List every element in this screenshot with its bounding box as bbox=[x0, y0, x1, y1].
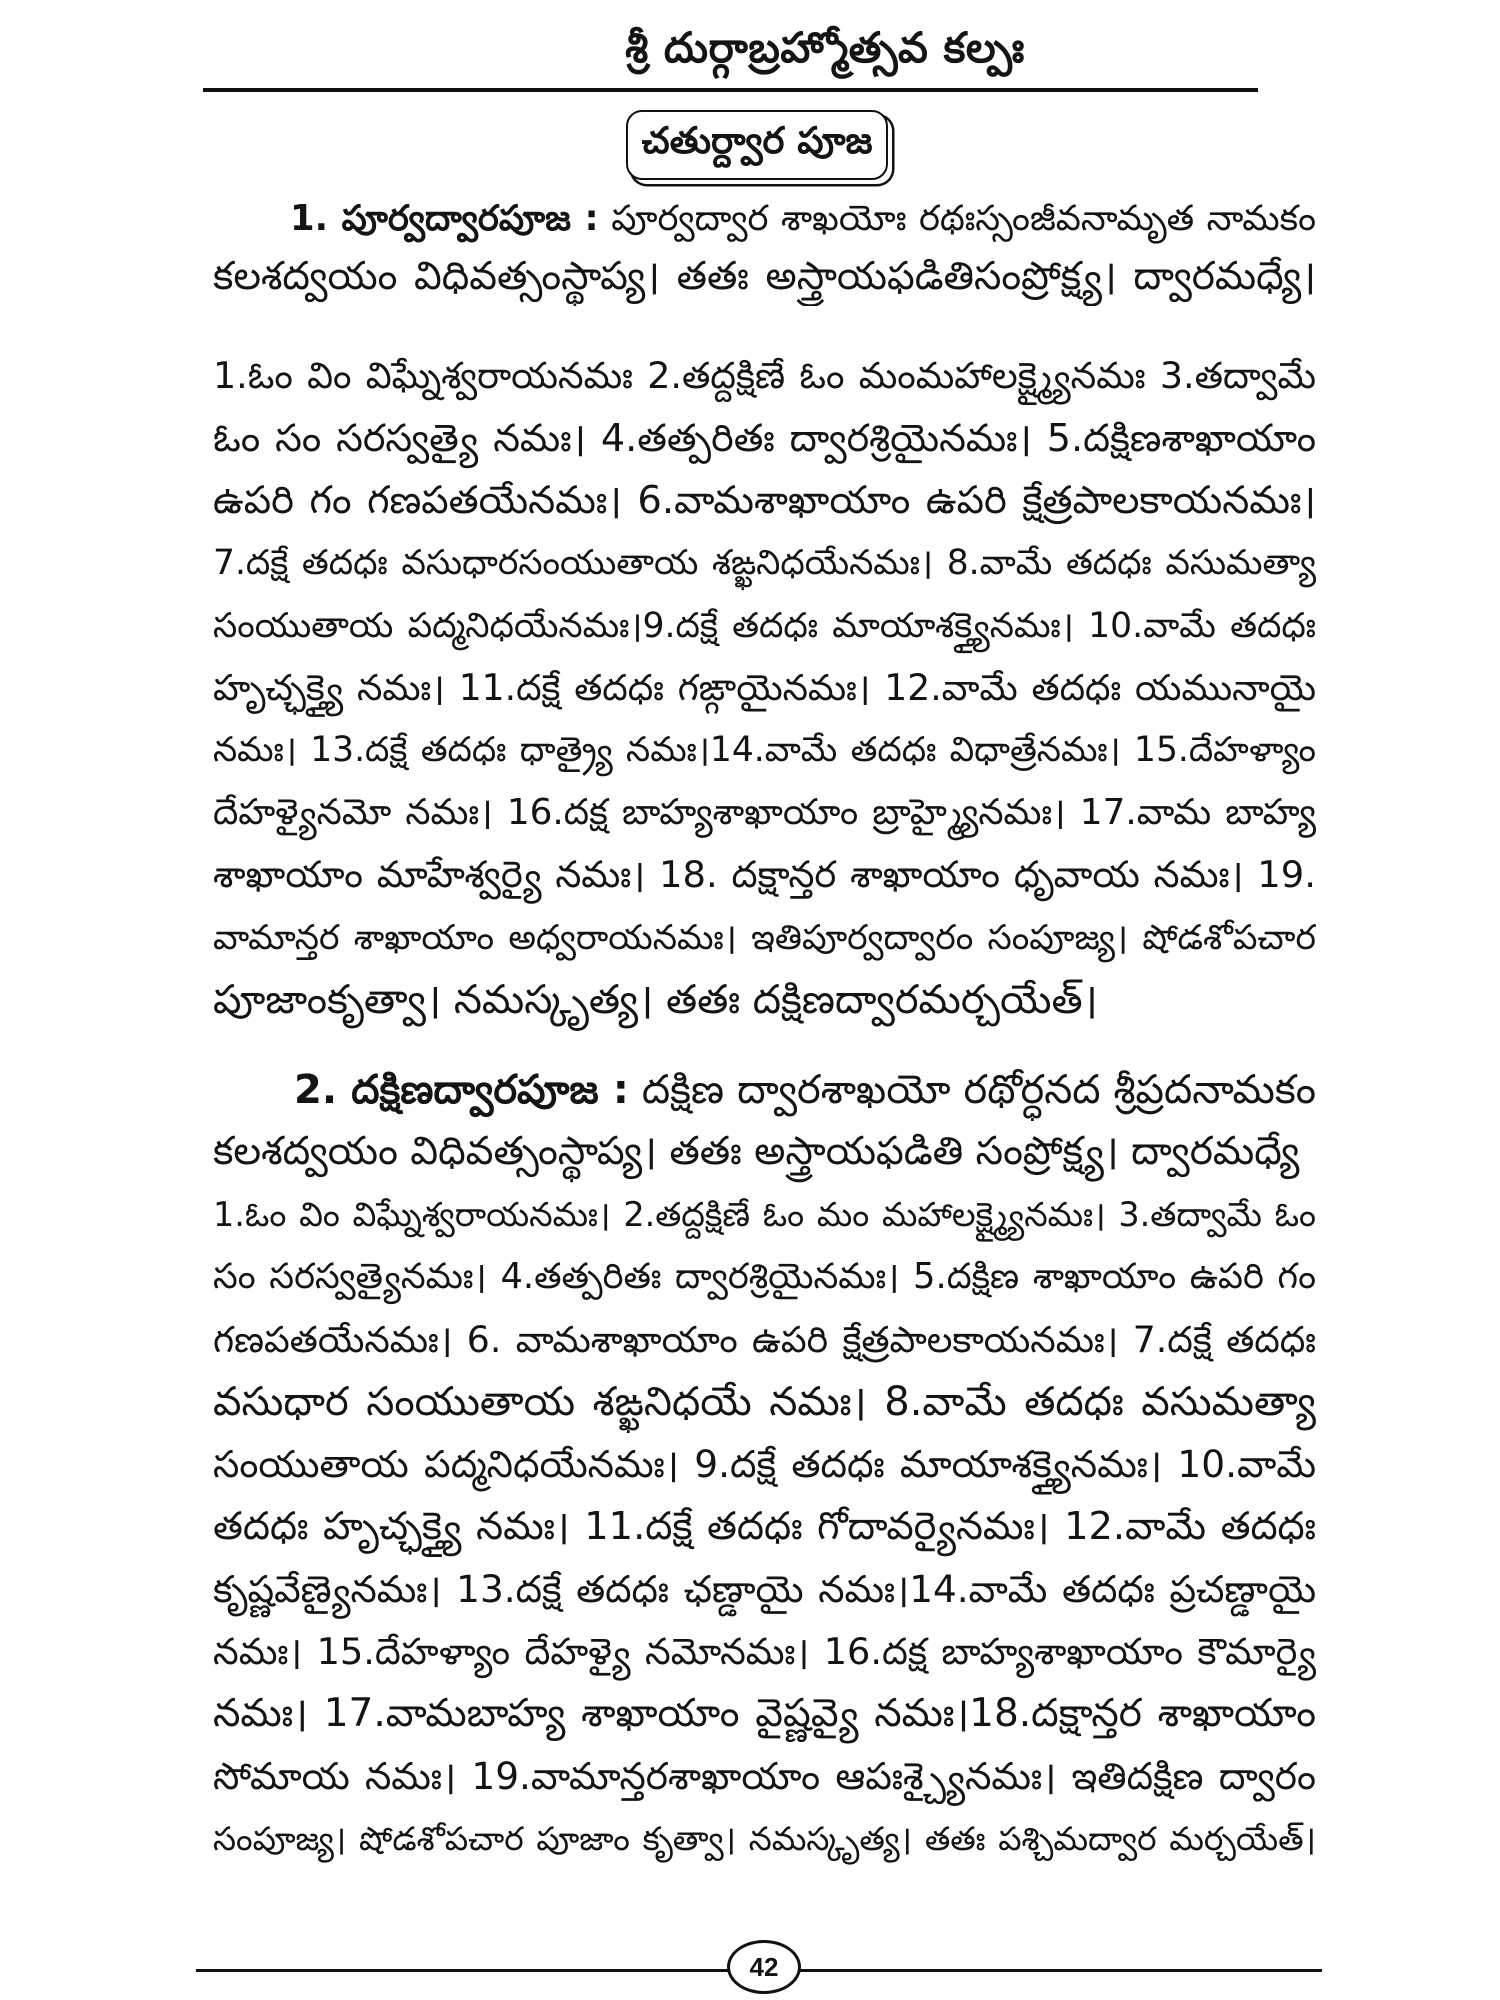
east-door-intro-line: కలశద్వయం విధివత్సంస్థాప్య। తతః అస్త్రాయఫడితిసంప్రోక్ష్య। ద్వారమధ్యే। bbox=[213, 254, 1316, 299]
south-door-heading: 2. దక్షిణద్వారపూజ : bbox=[294, 1067, 629, 1113]
east-door-mantra-line: 7.దక్షే తదధః వసుధారసంయుతాయ శఙ్ఖనిధయేనమః। 8.వామే తదధః వసుమత్యా bbox=[213, 543, 1316, 584]
south-door-line: వసుధార సంయుతాయ శఙ్ఖనిధయే నమః। 8.వామే తదధః వసుమత్యా bbox=[213, 1378, 1316, 1425]
south-door-section bbox=[213, 1059, 1316, 1870]
east-door-mantra-line: నమః। 13.దక్షే తదధః ధాత్ర్యై నమః।14.వామే తదధః విధాత్రేనమః। 15.దేహళ్యాం bbox=[213, 730, 1316, 771]
top-rule bbox=[203, 88, 1258, 92]
east-door-mantra-line: వామాన్తర శాఖాయాం అధ్వరాయనమః। ఇతిపూర్వద్వారం సంపూజ్య। షోడశోపచార bbox=[213, 917, 1316, 958]
east-door-mantra-line: 1.ఓం విం విఘ్నేశ్వరాయనమః 2.తద్దక్షిణే ఓం మంమహాలక్ష్మ్యైనమః 3.తద్వామే bbox=[213, 354, 1316, 397]
east-door-mantra-line: శాఖాయాం మాహేశ్వర్యై నమః। 18. దక్షాన్తర శాఖాయాం ధృవాయ నమః। 19. bbox=[213, 853, 1316, 897]
east-door-heading: 1. పూర్వద్వారపూజ : bbox=[290, 198, 599, 239]
east-door-mantra-line: దేహళ్యైనమో నమః। 16.దక్ష బాహ్యశాఖాయాం బ్రాహ్మ్యైనమః। 17.వామ బాహ్య bbox=[213, 791, 1316, 833]
south-door-line bbox=[213, 1059, 1316, 1121]
east-door-intro-line bbox=[213, 190, 1316, 248]
east-door-mantra-line: హృచ్ఛక్త్యై నమః। 11.దక్షే తదధః గఙ్గాయైనమః। 12.వామే తదధః యమునాయై bbox=[213, 666, 1316, 709]
east-door-intro bbox=[213, 190, 1316, 306]
south-door-line: సంపూజ్య। షోడశోపచార పూజాం కృత్వా। నమస్కృత్య। తతః పశ్చిమద్వార మర్చయేత్। bbox=[213, 1819, 1316, 1858]
section-title-box bbox=[626, 110, 888, 180]
east-door-mantra-line: పూజాంకృత్వా। నమస్కృత్య। తతః దక్షిణద్వారమర్చయేత్। bbox=[213, 976, 1098, 1023]
south-door-line: సోమాయ నమః। 19.వామాన్తరశాఖాయాం ఆపఃశ్చ్యైనమః। ఇతిదక్షిణ ద్వారం bbox=[213, 1754, 1316, 1799]
page-number: 42 bbox=[749, 1951, 779, 1982]
south-door-line: గణపతయేనమః। 6. వామశాఖాయాం ఉపరి క్షేత్రపాలకాయనమః। 7.దక్షే తదధః bbox=[213, 1317, 1316, 1361]
south-door-line: తదధః హృచ్ఛక్త్యై నమః। 11.దక్షే తదధః గోదావర్యైనమః। 12.వామే తదధః bbox=[213, 1503, 1316, 1549]
east-door-mantra-line: సంయుతాయ పద్మనిధయేనమః।9.దక్షే తదధః మాయాశక్త్యైనమః। 10.వామే తదధః bbox=[213, 605, 1316, 646]
south-door-intro-text: దక్షిణ ద్వారశాఖయో రథోర్ధనద శ్రీప్రదనామకం bbox=[641, 1067, 1316, 1113]
south-door-line: నమః। 17.వామబాహ్య శాఖాయాం వైష్ణవ్యై నమః।18.దక్షాన్తర శాఖాయాం bbox=[213, 1690, 1316, 1736]
south-door-line: నమః। 15.దేహళ్యాం దేహళ్యై నమోనమః। 16.దక్ష బాహ్యశాఖాయాం కౌమార్యై bbox=[213, 1629, 1316, 1673]
page-number-badge bbox=[727, 1940, 801, 1994]
east-door-mantras bbox=[213, 345, 1316, 1031]
south-door-line: 1.ఓం విం విఘ్నేశ్వరాయనమః। 2.తద్దక్షిణే ఓం మం మహాలక్ష్మ్యైనమః। 3.తద్వామే ఓం bbox=[213, 1194, 1316, 1234]
east-door-mantra-line: ఉపరి గం గణపతయేనమః। 6.వామశాఖాయాం ఉపరి క్షేత్రపాలకాయనమః। bbox=[213, 477, 1316, 523]
south-door-line: సం సరస్వత్యైనమః। 4.తత్పరితః ద్వారశ్రియైనమః। 5.దక్షిణ శాఖాయాం ఉపరి గం bbox=[213, 1256, 1316, 1298]
south-door-line: కలశద్వయం విధివత్సంస్థాప్య। తతః అస్త్రాయఫడితి సంప్రోక్ష్య। ద్వారమధ్యే bbox=[213, 1129, 1300, 1175]
east-door-intro-text: పూర్వద్వార శాఖయోః రథఃస్సంజీవనామృత నామకం bbox=[611, 198, 1316, 239]
running-head bbox=[545, 16, 1105, 80]
section-title: చతుర్ద్వార పూజ bbox=[641, 119, 873, 162]
east-door-mantra-line: ఓం సం సరస్వత్యై నమః। 4.తత్పరితః ద్వారశ్రియైనమః। 5.దక్షిణశాఖాయాం bbox=[213, 416, 1316, 461]
running-head-text: శ్రీ దుర్గాబ్రహ్మోత్సవ కల్పః bbox=[625, 23, 1025, 72]
south-door-line: కృష్ణవేణ్యైనమః। 13.దక్షే తదధః ఛణ్డాయై నమః।14.వామే తదధః ప్రచణ్డాయై bbox=[213, 1567, 1316, 1612]
south-door-line: సంయుతాయ పద్మనిధయేనమః। 9.దక్షే తదధః మాయాశక్త్యైనమః। 10.వామే bbox=[213, 1442, 1316, 1487]
